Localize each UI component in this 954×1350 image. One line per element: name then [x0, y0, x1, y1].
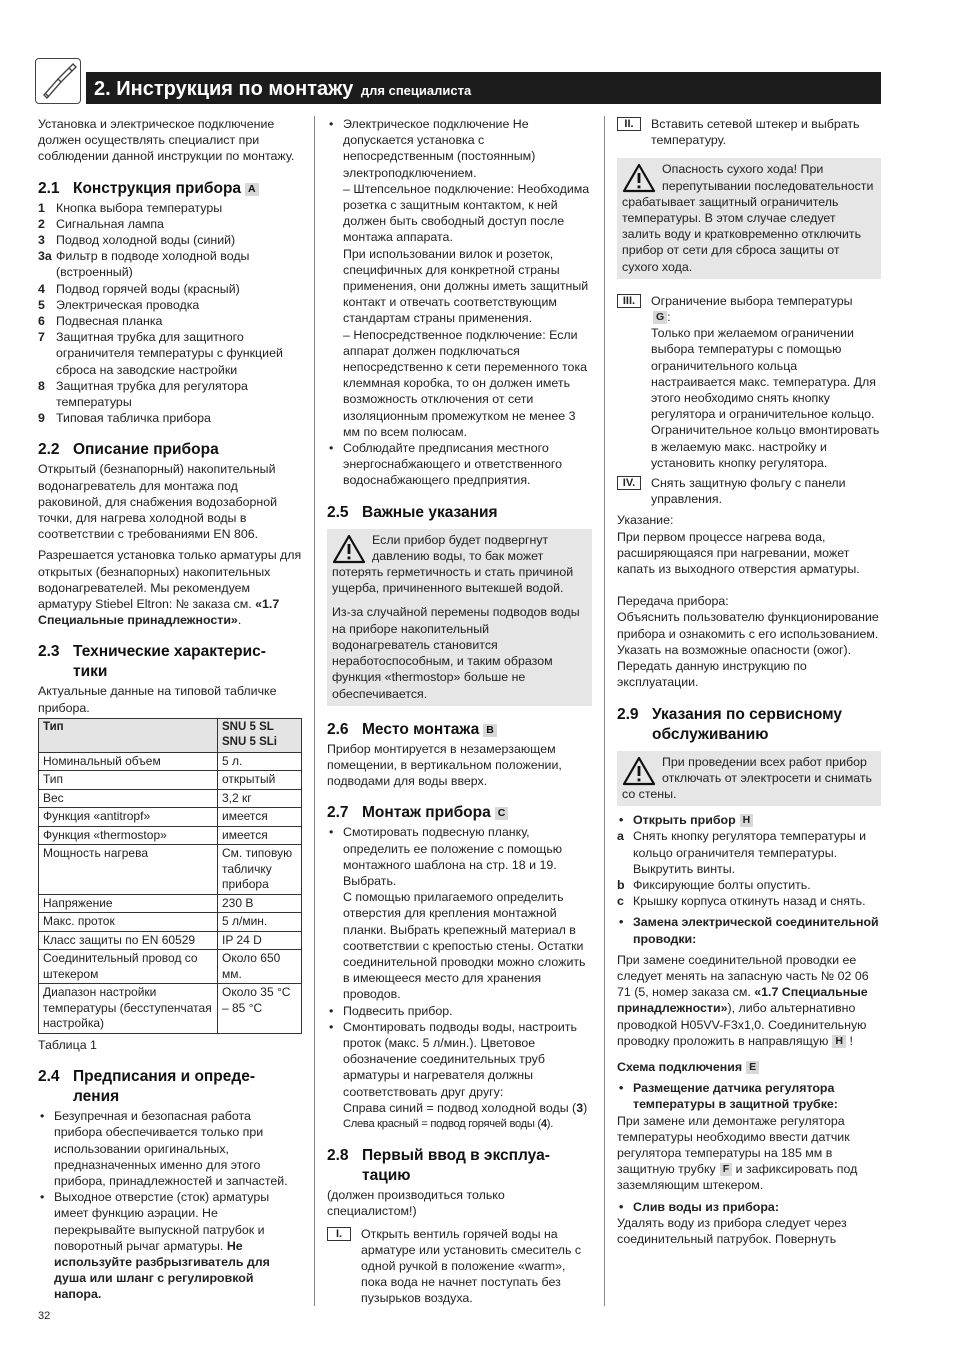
commissioning-note: (должен производиться только специалистом!) — [327, 1188, 505, 1219]
parts-list-item: 1 Кнопка выбора температуры — [38, 200, 223, 215]
parts-list-item: 5 Электрическая проводка — [38, 297, 200, 312]
specs-table — [38, 718, 302, 1034]
parts-list-item: 2 Сигнальная лампа — [38, 216, 164, 231]
list-item: • Выходное отверстие (сток) арматуры имеет функцию аэрации. Не перекрывайте выпускной патрубок и поворотный рычаг арматуры. Не используйте разбрызгиватель для душа или шланг с регулировкой напора. — [38, 1189, 302, 1302]
page-subtitle: для специалиста — [360, 83, 472, 98]
mounting-list — [327, 824, 592, 1132]
drain-paragraph: Удалять воду из прибора следует через соединительный патрубок. Повернуть — [617, 1215, 847, 1246]
parts-list — [38, 200, 302, 427]
cable-heading-list — [617, 914, 881, 946]
regulations-list — [38, 1108, 302, 1302]
section-2-5-heading: 2.5 Важные указания — [327, 503, 498, 521]
drain-heading-list — [617, 1199, 881, 1215]
table-row: Макс. проток 5 л/мин. — [39, 913, 302, 932]
figure-ref-tag: B — [483, 724, 497, 737]
parts-list-item: 3 Подвод холодной воды (синий) — [38, 233, 236, 248]
table-row: Вес 3,2 кг — [39, 789, 302, 808]
handover-text: Объяснить пользователю функционирование прибора и ознакомить с его использованием. Указать на возможные опасности (ожог). Передать данную инструкцию по эксплуатации. — [617, 610, 879, 690]
note-label: Указание: — [617, 513, 674, 528]
section-2-6-heading: 2.6 Место монтажа B — [327, 720, 592, 740]
figure-ref-tag: G — [653, 311, 667, 324]
figure-ref-tag: E — [746, 1061, 759, 1074]
table-row: Мощность нагрева См. типовую табличку прибора — [39, 845, 302, 895]
section-2-7-heading: 2.7 Монтаж прибора C — [327, 803, 592, 823]
list-item: b Фиксирующие болты опустить. — [617, 877, 811, 892]
location-paragraph: Прибор монтируется в незамерзающем помещении, в вертикальном положении, подводами для воды вверх. — [327, 741, 562, 789]
list-item: • Слив воды из прибора: — [617, 1199, 881, 1215]
fittings-paragraph: Разрешается установка только арматуры для открытых (безнапорных) накопительных водонагревателей. Мы рекомендуем арматуру Stiebel Eltron: № заказа см. «1.7 Специальные принадлежности». — [38, 548, 302, 628]
section-2-8-heading: 2.8 Первый ввод в эксплуа- тацию — [327, 1147, 550, 1185]
table-row: Тип открытый — [39, 771, 302, 790]
section-header — [86, 72, 881, 104]
parts-list-item: 4 Подвод горячей воды (красный) — [38, 281, 240, 296]
table-caption: Таблица 1 — [38, 1037, 97, 1052]
step-4: IV. Снять защитную фольгу с панели управления. — [617, 475, 881, 507]
page-number: 32 — [38, 1310, 51, 1322]
column-left — [38, 116, 302, 1303]
intro-text: Установка и электрическое подключение должен осуществлять специалист при соблюдении данной инструкции по монтажу. — [38, 117, 295, 164]
list-item: • Замена электрической соединительной проводки: — [617, 914, 881, 946]
parts-list-item: 9 Типовая табличка прибора — [38, 411, 211, 426]
description-paragraph: Открытый (безнапорный) накопительный водонагреватель для монтажа под раковиной, для снабжения водозаборной точки, для нагрева холодной воды в соответствии с требованиями EN 806. — [38, 462, 278, 542]
screwdriver-icon — [35, 58, 81, 104]
table-row: Номинальный объем 5 л. — [39, 752, 302, 771]
sensor-paragraph: При замене или демонтаже регулятора температуры необходимо ввести датчик регулятора температуры на 185 мм в защитную трубку F и зафиксировать под заземляющим штекером. — [617, 1113, 858, 1193]
specs-intro: Актуальные данные на типовой табличке прибора. — [38, 684, 277, 715]
list-item: • Безупречная и безопасная работа прибора обеспечивается только при использовании оригинальных, предназначенных именно для этого прибора, принадлежностей и запчастей. — [38, 1108, 302, 1189]
section-2-3-heading: 2.3 Технические характерис- тики — [38, 643, 266, 681]
column-right — [617, 116, 881, 1247]
column-divider — [604, 116, 605, 1306]
list-item: c Крышку корпуса откинуть назад и снять. — [617, 894, 866, 909]
handover-label: Передача прибора: — [617, 594, 729, 609]
column-divider — [314, 116, 315, 1306]
note-text: При первом процессе нагрева вода, расширяющаяся при нагревании, может капать из выходного отверстия арматуры. — [617, 529, 860, 577]
figure-ref-tag: H — [740, 814, 754, 827]
list-item: • Открыть прибор H — [617, 812, 881, 828]
service-list — [617, 812, 881, 828]
table-row: Класс защиты по EN 60529 IP 24 D — [39, 931, 302, 950]
warning-icon — [622, 163, 656, 193]
section-2-4-heading: 2.4 Предписания и опреде- ления — [38, 1068, 256, 1106]
list-item: • Подвесить прибор. — [327, 1003, 592, 1019]
warning-icon — [332, 534, 366, 564]
table-row: Функция «thermostop» имеется — [39, 826, 302, 845]
sensor-heading-list — [617, 1080, 881, 1112]
table-row: Соединительный провод со штекером Около 650 мм. — [39, 950, 302, 984]
list-item: • Размещение датчика регулятора температуры в защитной трубке: — [617, 1080, 881, 1112]
parts-list-item: 6 Подвесная планка — [38, 314, 163, 329]
step-1: I. Открыть вентиль горячей воды на арматуре или установить смеситель с одной ручкой в положение «warm», пока вода не начнет поступать без пузырьков воздуха. — [327, 1226, 592, 1307]
warning-icon — [622, 756, 656, 786]
scheme-label: Схема подключения E — [617, 1059, 881, 1075]
step-2: II. Вставить сетевой штекер и выбрать температуру. — [617, 116, 881, 148]
warning-box: При проведении всех работ прибор отключать от электросети и снимать со стены. — [617, 751, 881, 807]
warning-box: Если прибор будет подвергнут давлению воды, то бак может потерять герметичность и стать причиной ущерба, причиненного вытекшей водой. Из-за случайной перемены подводов воды на приборе накопительный водонагреватель становится неработоспособным, и таким образом функция «thermostop» больше не обеспечивается. — [327, 529, 592, 706]
parts-list-item: 8 Защитная трубка для регулятора температуры — [38, 378, 248, 410]
open-steps-list — [617, 828, 881, 909]
parts-list-item: 7 Защитная трубка для защитного ограничителя температуры с функцией сброса на заводские настройки — [38, 330, 283, 377]
warning-box: Опасность сухого хода! При перепутывании последовательности срабатывает защитный ограничитель температуры. В этом случае следует залить воду и кратковременно отключить прибор от сети для сброса защиты от сухого хода. — [617, 158, 881, 278]
list-item: a Снять кнопку регулятора температуры и кольцо ограничителя температуры. Выкрутить винты. — [617, 829, 867, 876]
electrical-list — [327, 116, 592, 489]
cable-paragraph: При замене соединительной проводки ее следует менять на запасную часть № 02 06 71 (5, номер заказа см. «1.7 Специальные принадлежности»), либо альтернативно проводкой H05VV-F3x1,0. Соединительную проводку проложить в направлящую H ! — [617, 952, 869, 1048]
section-2-9-heading: 2.9 Указания по сервисному обслуживанию — [617, 705, 843, 743]
list-item: • Электрическое подключение Не допускается установка с непосредственным (постоянным) электроподключением. – Штепсельное подключение: Необходима розетка с защитным контактом, к ней должен быть свободный доступ после монтажа аппарата. При использовании вилок и розеток, специфичных для конкретной страны применения, они должны иметь защитный контакт и отвечать соответствующим стандартам страны применения. – Непосредственное подключение: Если аппарат должен подключаться непосредственно к сети переменного тока клеммная коробка, то он должен иметь возможность отключения от сети изоляционным промежутком не менее 3 мм по всем полюсам. — [327, 116, 592, 440]
table-row: Напряжение 230 В — [39, 894, 302, 913]
page-title: 2. Инструкция по монтажу — [94, 78, 354, 100]
table-row: Функция «antitropf» имеется — [39, 808, 302, 827]
column-middle — [327, 116, 592, 1307]
section-2-1-heading: 2.1 Конструкция прибора A — [38, 179, 302, 199]
parts-list-item: 3a Фильтр в подводе холодной воды (встроенный) — [38, 249, 250, 280]
table-header-row: Тип SNU 5 SL SNU 5 SLi — [39, 718, 302, 752]
table-row: Диапазон настройки температуры (бесступенчатая настройка) Около 35 °C – 85 °C — [39, 984, 302, 1034]
section-2-2-heading: 2.2 Описание прибора — [38, 441, 219, 459]
figure-ref-tag: F — [720, 1163, 732, 1176]
step-3: III. Ограничение выбора температуры G : Только при желаемом ограничении выбора температуры с помощью ограничительного кольца настраивается макс. температура. Для этого необходимо снять кнопку регулятора и ограничительное кольцо. Ограничительное кольцо вмонтировать в желаемую макс. настройку и установить кнопку регулятора. — [617, 293, 881, 471]
list-item: • Смонтировать подводы воды, настроить проток (макс. 5 л/мин.). Цветовое обозначение соединительных труб арматуры и нагревателя должны соответствовать друг другу: Справа синий = подвод холодной воды (3) Слева красный = подвод горячей воды (4). — [327, 1019, 592, 1132]
list-item: • Смотировать подвесную планку, определить ее положение с помощью монтажного шаблона на стр. 18 и 19. Выбрать. С помощью прилагаемого определить отверстия для крепления монтажной планки. Выбрать крепежный материал в соответствии с крепостью стены. Остатки соединительной проводки можно сложить в имеющееся место для хранения проводов. — [327, 824, 592, 1002]
figure-ref-tag: H — [832, 1035, 846, 1048]
list-item: • Соблюдайте предписания местного энергоснабжающего и ответственного водоснабжающего предприятия. — [327, 440, 592, 489]
figure-ref-tag: A — [245, 183, 259, 196]
figure-ref-tag: C — [495, 807, 509, 820]
